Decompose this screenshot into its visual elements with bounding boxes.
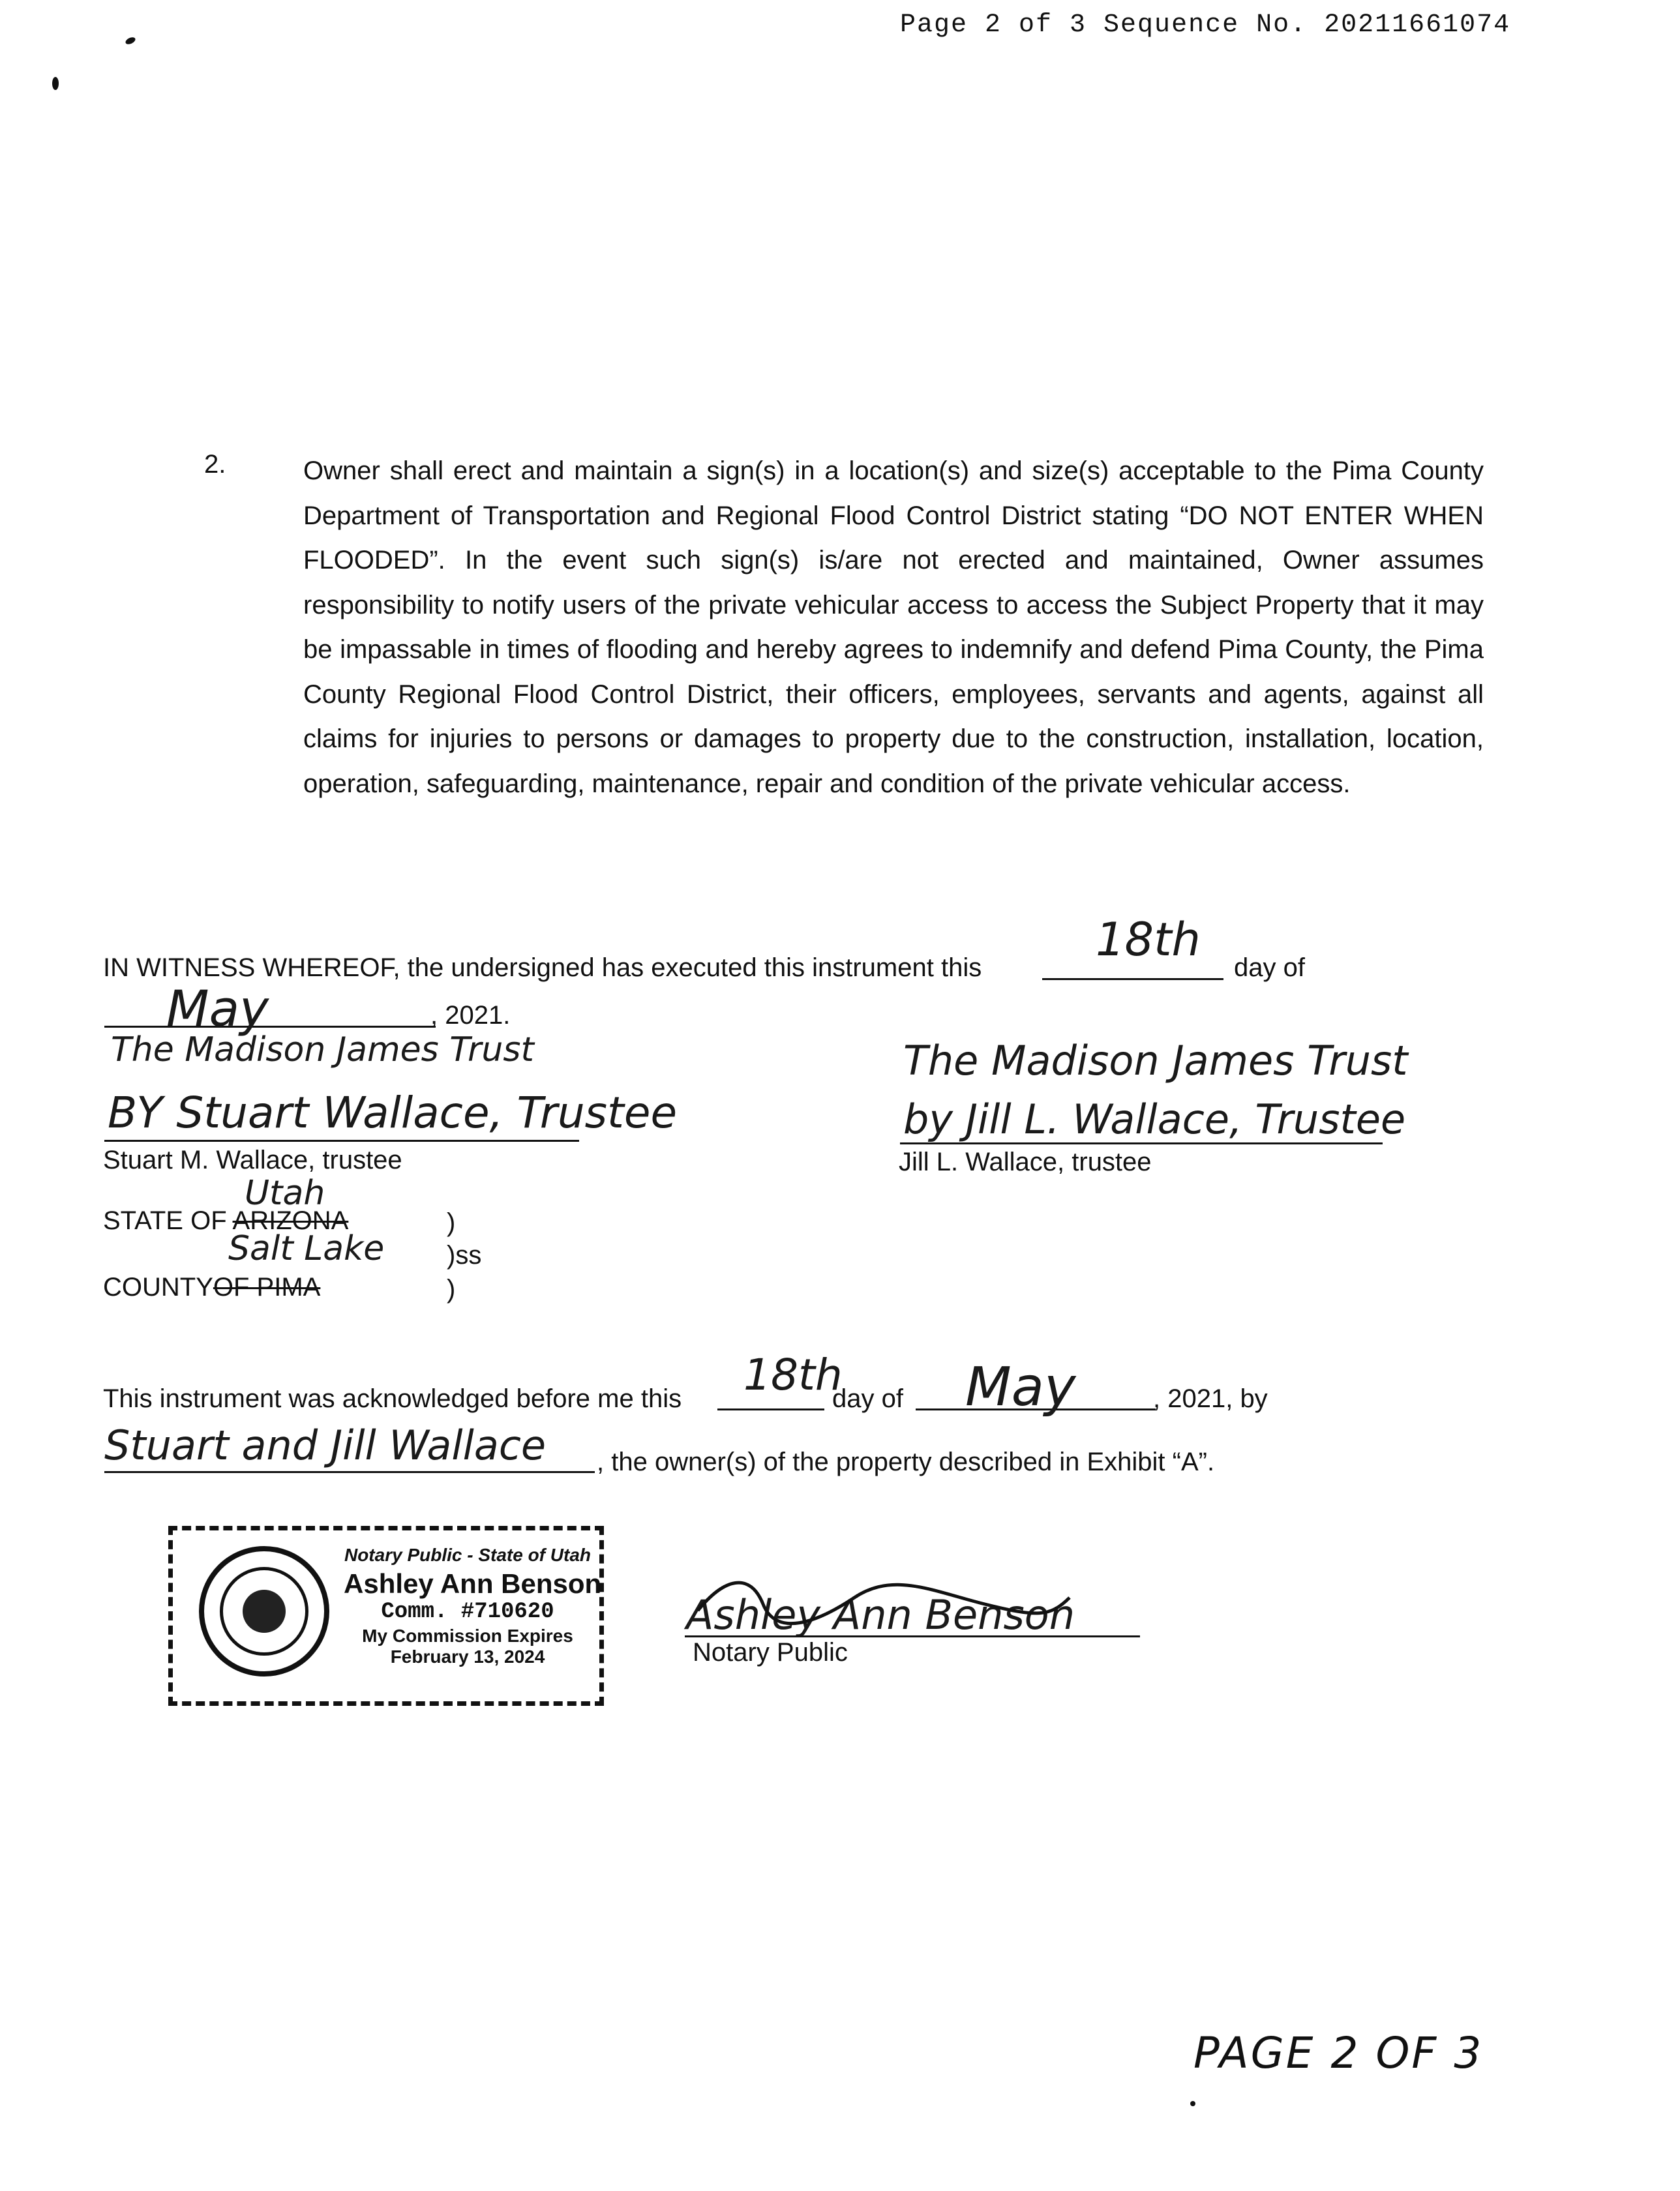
ack-year-by: , 2021, by <box>1153 1384 1268 1413</box>
ack-names-handwritten: Stuart and Jill Wallace <box>104 1422 547 1469</box>
stamp-line5: February 13, 2024 <box>390 1647 545 1667</box>
state-handwritten: Utah <box>245 1174 325 1213</box>
scan-speck <box>125 36 136 46</box>
notary-stamp <box>168 1526 604 1706</box>
ack-month-handwritten: May <box>965 1356 1076 1418</box>
state-paren: ) <box>447 1208 456 1237</box>
left-signature-rule <box>104 1140 579 1142</box>
ack-day-of: day of <box>832 1384 903 1413</box>
stamp-text <box>344 1545 602 1667</box>
county-struck: OF PIMA <box>213 1273 321 1302</box>
ack-owners-text: , the owner(s) of the property described in Exhibit “A”. <box>597 1448 1215 1476</box>
state-struck: ARIZONA <box>232 1206 349 1235</box>
ack-day-rule <box>717 1408 824 1410</box>
county-handwritten: Salt Lake <box>228 1229 385 1268</box>
ack-text: This instrument was acknowledged before me this <box>103 1384 682 1413</box>
right-signature-rule <box>900 1142 1383 1144</box>
notary-signature-flourish <box>685 1565 1076 1643</box>
seal-core <box>243 1590 286 1633</box>
notary-label: Notary Public <box>693 1638 848 1667</box>
ack-names-rule <box>104 1471 595 1473</box>
left-signer-name: Stuart M. Wallace, trustee <box>103 1146 402 1174</box>
county-label: COUNTY <box>103 1273 213 1302</box>
stamp-line3: Comm. #710620 <box>381 1600 554 1624</box>
ack-day-handwritten: 18th <box>743 1350 843 1400</box>
page-number-footer: PAGE 2 OF 3 <box>1193 2028 1484 2078</box>
witness-day-of: day of <box>1234 953 1305 982</box>
scan-speck <box>1190 2101 1195 2106</box>
paragraph-text: Owner shall erect and maintain a sign(s) in a location(s) and size(s) acceptable to the Pima County Department of Transportation and Regional Flood Control District stating “DO NOT ENTER WHEN FLOODED”. In the event such sign(s) is/are not erected and maintained, Owner assumes responsibility to notify users of the private vehicular access to access the Subject Property that it may be impassable in times of flooding and hereby agrees to indemnify and defend Pima County, the Pima County Regional Flood Control District, their officers, employees, servants and agents, against all claims for injuries to persons or damages to property due to the construction, installation, location, operation, safeguarding, maintenance, repair and condition of the private vehicular access. <box>303 456 1484 798</box>
witness-text: IN WITNESS WHEREOF, the undersigned has executed this instrument this <box>103 953 982 982</box>
ss-mark: )ss <box>447 1241 482 1270</box>
paragraph-number: 2. <box>204 450 226 479</box>
notary-signature-rule <box>685 1635 1140 1637</box>
stamp-line4: My Commission Expires <box>362 1626 573 1646</box>
left-signature: BY Stuart Wallace, Trustee <box>108 1088 678 1138</box>
stamp-line1: Notary Public - State of Utah <box>344 1545 592 1565</box>
stamp-line2: Ashley Ann Benson <box>344 1568 602 1599</box>
witness-line <box>103 953 982 983</box>
notary-signature: Ashley Ann Benson <box>686 1591 1075 1639</box>
notary-seal-icon <box>199 1546 329 1677</box>
scan-speck <box>52 77 59 90</box>
right-signature: by Jill L. Wallace, Trustee <box>903 1096 1406 1143</box>
county-paren: ) <box>447 1275 456 1304</box>
right-signer-name: Jill L. Wallace, trustee <box>899 1148 1152 1176</box>
witness-month-rule <box>104 1026 436 1028</box>
right-trust-handwritten: The Madison James Trust <box>903 1037 1408 1084</box>
witness-month-handwritten: May <box>166 979 269 1037</box>
sequence-header: Page 2 of 3 Sequence No. 20211661074 <box>900 10 1511 40</box>
seal-inner-ring <box>220 1567 308 1656</box>
witness-day-rule <box>1042 978 1223 980</box>
witness-year: , 2021. <box>430 1001 511 1030</box>
county-line <box>103 1273 320 1302</box>
state-label: STATE OF <box>103 1206 227 1235</box>
left-trust-handwritten: The Madison James Trust <box>111 1030 534 1069</box>
witness-day-handwritten: 18th <box>1096 913 1201 966</box>
